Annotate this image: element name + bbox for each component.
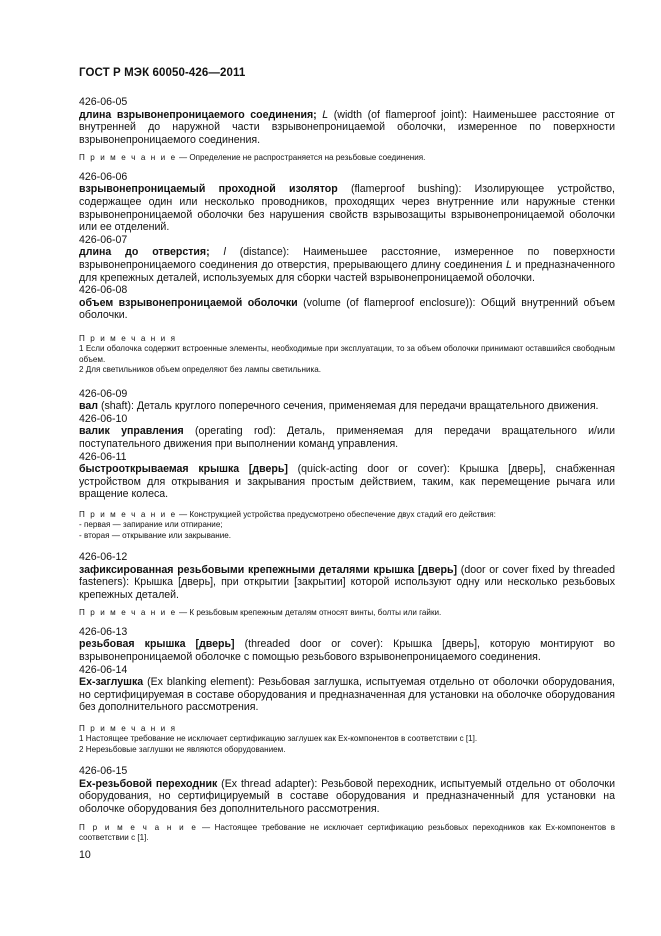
note-list-item: - первая — запирание или отпирание; [79, 520, 223, 530]
term-code: 426-06-07 [79, 233, 128, 246]
term-symbol: L [322, 108, 329, 121]
term-symbol: l [223, 246, 226, 259]
term-definition [79, 109, 615, 147]
term-code: 426-06-05 [79, 96, 128, 108]
definition-text: (operating rod): Деталь, применяемая для передачи вращательного и/или поступательного движения при выполнении команд управления. [79, 425, 615, 450]
term-definition [79, 676, 615, 714]
notes-block [79, 334, 615, 376]
note [79, 608, 615, 618]
note-text: — К резьбовым крепежным деталям относят винты, болты или гайки. [176, 608, 442, 618]
definition-text: (distance): Наименьшее расстояние, измеренное по поверхности взрывонепроницаемого соединения до отверстия, прерывающего длину соединения [79, 246, 615, 271]
term-name: объем взрывонепроницаемой оболочки [79, 296, 298, 309]
term-definition [79, 183, 615, 233]
term-definition [79, 400, 615, 413]
term-name: валик управления [79, 425, 184, 438]
term-code: 426-06-09 [79, 387, 128, 400]
term-definition [79, 638, 615, 663]
term-definition [79, 297, 615, 322]
definition-text: (quick-acting door or cover): Крышка [дверь], снабженная устройством для открывания и закрывания простым действием, таким, как перемещение рычага или вращение колеса. [79, 463, 616, 501]
note-text: — Настоящее требование не исключает сертификацию резьбовых переходников как Ex-компонентов в соответствии с [1]. [79, 822, 615, 843]
term-definition [79, 564, 615, 602]
note-text: — Определение не распространяется на резьбовые соединения. [176, 153, 426, 163]
notes-label: П р и м е ч а н и я [79, 724, 177, 734]
term-name: вал [79, 400, 98, 413]
note-item: 1 Настоящее требование не исключает сертификацию заглушек как Ex-компонентов в соответствии с [1]. [79, 734, 478, 744]
note-item: 1 Если оболочка содержит встроенные элементы, необходимые при эксплуатации, то за объем оболочки принимают оставшийся свободным объем. [79, 344, 615, 364]
note-item: 2 Нерезьбовые заглушки не являются оборудованием. [79, 744, 286, 754]
term-name: взрывонепроницаемый проходной изолятор [79, 183, 338, 196]
term-code: 426-06-14 [79, 663, 128, 676]
document-header: ГОСТ Р МЭК 60050-426—2011 [79, 67, 246, 79]
definition-text: (volume (of flameproof enclosure)): Общий внутренний объем оболочки. [79, 296, 615, 322]
note [79, 153, 615, 163]
note-label: П р и м е ч а н и е [79, 608, 177, 618]
notes-label: П р и м е ч а н и я [79, 333, 177, 343]
term-name: быстрооткрываемая крышка [дверь] [79, 463, 288, 476]
term-name: длина до отверстия; [79, 246, 210, 259]
term-code: 426-06-12 [79, 551, 128, 564]
note-label: П р и м е ч а н и е [79, 509, 177, 519]
note [79, 823, 615, 844]
definition-text: (Ex thread adapter): Резьбовой переходник, испытуемый отдельно от оболочки оборудования, но сертифицируемый в составе оборудования и предназначенный для установки на оболочке оборудования без дополнительного рассмотрения. [79, 777, 615, 816]
definition-text: (flameproof bushing): Изолирующее устройство, содержащее один или несколько проводников, проходящих через внутренние или наружные стенки взрывонепроницаемой оболочки без нарушения свойств взрывозащиты взрывонепроницаемой оболочки или ее отделений. [79, 183, 615, 234]
note [79, 510, 615, 541]
note-item: 2 Для светильников объем определяют без лампы светильника. [79, 365, 321, 375]
definition-text: (width (of flameproof joint): Наименьшее расстояние от внутренней до наружной части взрывонепроницаемой оболочки, измеренное по поверхности взрывонепроницаемого соединения. [79, 108, 615, 146]
definition-text: (shaft): Деталь круглого поперечного сечения, применяемая для передачи вращательного движения. [98, 400, 599, 413]
document-body [79, 96, 615, 850]
term-code: 426-06-06 [79, 170, 128, 183]
definition-text: (Ex blanking element): Резьбовая заглушка, испытуемая отдельно от оболочки оборудования, но сертифицируемая в составе оборудования и предназначенная для установки на оболочке оборудования без дополнительного рассмотрения. [79, 676, 615, 714]
definition-text: и предназначенного для крепежных деталей, используемых для сборки частей взрывонепроницаемой оболочки. [79, 258, 615, 284]
term-code: 426-06-13 [79, 625, 128, 638]
term-symbol: L [506, 258, 512, 271]
term-name: длина взрывонепроницаемого соединения; [79, 108, 317, 121]
term-code: 426-06-08 [79, 284, 128, 297]
note-text: — Конструкцией устройства предусмотрено обеспечение двух стадий его действия: [176, 509, 496, 519]
term-code: 426-06-10 [79, 412, 128, 425]
notes-block [79, 724, 615, 755]
term-definition [79, 778, 615, 816]
term-definition [79, 246, 615, 284]
term-definition [79, 425, 615, 450]
note-label: П р и м е ч а н и е [79, 153, 177, 163]
term-code: 426-06-11 [79, 450, 127, 463]
term-name: зафиксированная резьбовыми крепежными деталями крышка [дверь] [79, 563, 458, 576]
term-name: Ex-заглушка [79, 676, 144, 689]
definition-text: (door or cover fixed by threaded fasteners): Крышка [дверь], при открытии [закрытии] которой используют одну или несколько резьбовых крепежных деталей. [79, 563, 615, 601]
term-name: резьбовая крышка [дверь] [79, 638, 235, 651]
note-label: П р и м е ч а н и е [79, 822, 198, 832]
note-list-item: - вторая — открывание или закрывание. [79, 530, 232, 540]
term-name: Ex-резьбовой переходник [79, 777, 218, 790]
definition-text: (threaded door or cover): Крышка [дверь], которую монтируют во взрывонепроницаемой оболочке с помощью резьбового взрывонепроницаемого соединения. [79, 638, 615, 664]
term-definition [79, 463, 615, 501]
page-number: 10 [79, 849, 91, 861]
term-code: 426-06-15 [79, 765, 128, 778]
